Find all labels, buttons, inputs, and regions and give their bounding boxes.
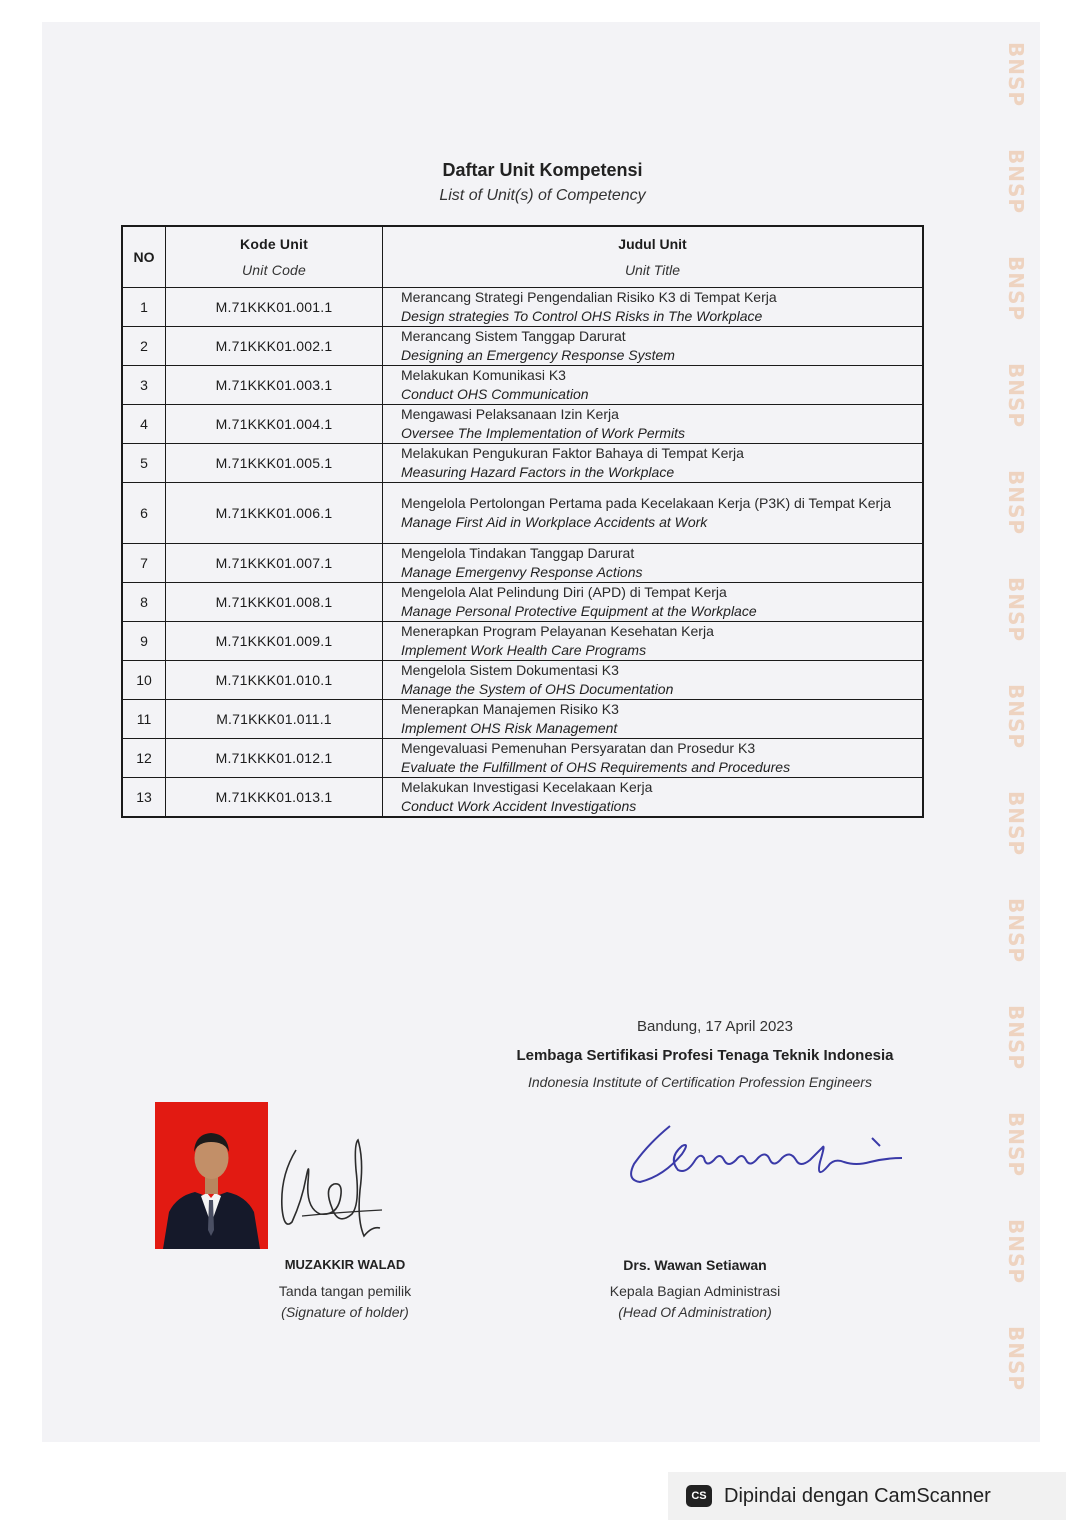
issuing-organization-en: Indonesia Institute of Certification Profession Engineers [528,1074,872,1090]
camscanner-badge [668,1472,1066,1520]
table-row [122,288,923,327]
unit-number: 1 [122,288,166,327]
table-row [122,661,923,700]
bnsp-watermark: BNSP [1004,577,1028,643]
unit-title-cell [383,327,924,366]
unit-number: 11 [122,700,166,739]
table-row [122,366,923,405]
unit-code: M.71KKK01.009.1 [166,622,383,661]
unit-code: M.71KKK01.003.1 [166,366,383,405]
unit-code: M.71KKK01.011.1 [166,700,383,739]
holder-portrait-image [155,1102,268,1249]
unit-title-cell [383,483,924,544]
unit-title-en: Conduct Work Accident Investigations [401,798,637,814]
unit-title-en: Designing an Emergency Response System [401,347,675,363]
header-unit-title-label: Judul Unit [618,236,687,252]
unit-title-en: Measuring Hazard Factors in the Workplace [401,464,675,480]
bnsp-watermark: BNSP [1004,1005,1028,1071]
unit-number: 7 [122,544,166,583]
holder-signature [262,1130,392,1245]
admin-role-en: (Head Of Administration) [618,1304,772,1320]
unit-number: 13 [122,778,166,818]
header-unit-code-label: Kode Unit [240,236,308,252]
unit-code: M.71KKK01.012.1 [166,739,383,778]
unit-number: 10 [122,661,166,700]
unit-code: M.71KKK01.010.1 [166,661,383,700]
unit-title-en: Evaluate the Fulfillment of OHS Requirements and Procedures [401,759,791,775]
unit-title-cell [383,661,924,700]
bnsp-watermark: BNSP [1004,1219,1028,1285]
unit-title-id: Mengelola Pertolongan Pertama pada Kecelakaan Kerja (P3K) di Tempat Kerja [401,495,892,511]
unit-title-id: Melakukan Pengukuran Faktor Bahaya di Tempat Kerja [401,445,744,461]
unit-code: M.71KKK01.004.1 [166,405,383,444]
issuing-organization: Lembaga Sertifikasi Profesi Tenaga Teknik Indonesia [516,1047,894,1064]
unit-title-id: Mengelola Sistem Dokumentasi K3 [401,662,619,678]
bnsp-watermark: BNSP [1004,791,1028,857]
header-unit-title [383,226,924,288]
table-row [122,739,923,778]
header-unit-title-en: Unit Title [624,262,681,278]
unit-title-id: Merancang Strategi Pengendalian Risiko K3 di Tempat Kerja [401,289,777,305]
holder-name: MUZAKKIR WALAD [284,1257,406,1272]
unit-title-cell [383,700,924,739]
bnsp-watermark: BNSP [1004,149,1028,215]
unit-title-id: Melakukan Komunikasi K3 [401,367,566,383]
unit-number: 9 [122,622,166,661]
unit-title-id: Mengelola Alat Pelindung Diri (APD) di Tempat Kerja [401,584,727,600]
bnsp-watermark: BNSP [1004,1112,1028,1178]
table-row [122,444,923,483]
unit-title-cell [383,288,924,327]
unit-title-id: Menerapkan Program Pelayanan Kesehatan Kerja [401,623,714,639]
unit-number: 12 [122,739,166,778]
unit-code: M.71KKK01.013.1 [166,778,383,818]
unit-number: 2 [122,327,166,366]
admin-name: Drs. Wawan Setiawan [623,1257,767,1273]
unit-title-id: Mengelola Tindakan Tanggap Darurat [401,545,635,561]
unit-title-cell [383,739,924,778]
unit-code: M.71KKK01.006.1 [166,483,383,544]
bnsp-watermark: BNSP [1004,256,1028,322]
document-subtitle: List of Unit(s) of Competency [439,187,646,204]
table-row [122,700,923,739]
unit-title-en: Manage First Aid in Workplace Accidents at Work [401,514,708,530]
competency-units-table [121,225,924,818]
camscanner-label: Dipindai dengan CamScanner [724,1484,991,1507]
header-no: NO [122,226,166,288]
camscanner-logo-icon: CS [686,1485,712,1507]
admin-role: Kepala Bagian Administrasi [609,1283,781,1299]
unit-title-cell [383,583,924,622]
bnsp-watermark: BNSP [1004,42,1028,108]
bnsp-watermark: BNSP [1004,898,1028,964]
unit-title-cell [383,544,924,583]
unit-code: M.71KKK01.005.1 [166,444,383,483]
table-row [122,483,923,544]
holder-role: Tanda tangan pemilik [278,1283,412,1299]
unit-title-en: Manage Emergenvy Response Actions [401,564,643,580]
unit-code: M.71KKK01.002.1 [166,327,383,366]
unit-number: 5 [122,444,166,483]
unit-title-cell [383,366,924,405]
unit-code: M.71KKK01.007.1 [166,544,383,583]
bnsp-watermark: BNSP [1004,684,1028,750]
table-row [122,778,923,818]
unit-title-id: Menerapkan Manajemen Risiko K3 [401,701,619,717]
unit-number: 4 [122,405,166,444]
unit-code: M.71KKK01.008.1 [166,583,383,622]
unit-title-cell [383,405,924,444]
unit-title-en: Manage the System of OHS Documentation [401,681,674,697]
unit-title-id: Mengevaluasi Pemenuhan Persyaratan dan Prosedur K3 [401,740,756,756]
header-unit-code-en: Unit Code [241,262,307,278]
unit-title-id: Melakukan Investigasi Kecelakaan Kerja [401,779,653,795]
admin-signature [620,1118,920,1198]
place-date: Bandung, 17 April 2023 [637,1018,793,1035]
table-row [122,544,923,583]
holder-photo [155,1102,268,1249]
unit-title-en: Design strategies To Control OHS Risks in The Workplace [401,308,763,324]
unit-title-id: Merancang Sistem Tanggap Darurat [401,328,626,344]
table-body [122,288,923,818]
holder-role-en: (Signature of holder) [281,1304,409,1320]
header-unit-code [166,226,383,288]
table-header-row [122,226,923,288]
unit-code: M.71KKK01.001.1 [166,288,383,327]
table-row [122,405,923,444]
document-title: Daftar Unit Kompetensi [442,160,643,180]
unit-title-cell [383,622,924,661]
bnsp-watermark-strip [978,40,1028,1430]
bnsp-watermark: BNSP [1004,470,1028,536]
table-row [122,622,923,661]
unit-title-en: Implement OHS Risk Management [401,720,618,736]
table-row [122,327,923,366]
unit-title-en: Implement Work Health Care Programs [401,642,647,658]
unit-number: 6 [122,483,166,544]
unit-title-en: Conduct OHS Communication [401,386,589,402]
unit-title-cell [383,444,924,483]
unit-title-id: Mengawasi Pelaksanaan Izin Kerja [401,406,619,422]
unit-title-cell [383,778,924,818]
table-row [122,583,923,622]
bnsp-watermark: BNSP [1004,1326,1028,1392]
unit-title-en: Oversee The Implementation of Work Permits [401,425,685,441]
unit-number: 8 [122,583,166,622]
unit-number: 3 [122,366,166,405]
unit-title-en: Manage Personal Protective Equipment at the Workplace [401,603,757,619]
bnsp-watermark: BNSP [1004,363,1028,429]
